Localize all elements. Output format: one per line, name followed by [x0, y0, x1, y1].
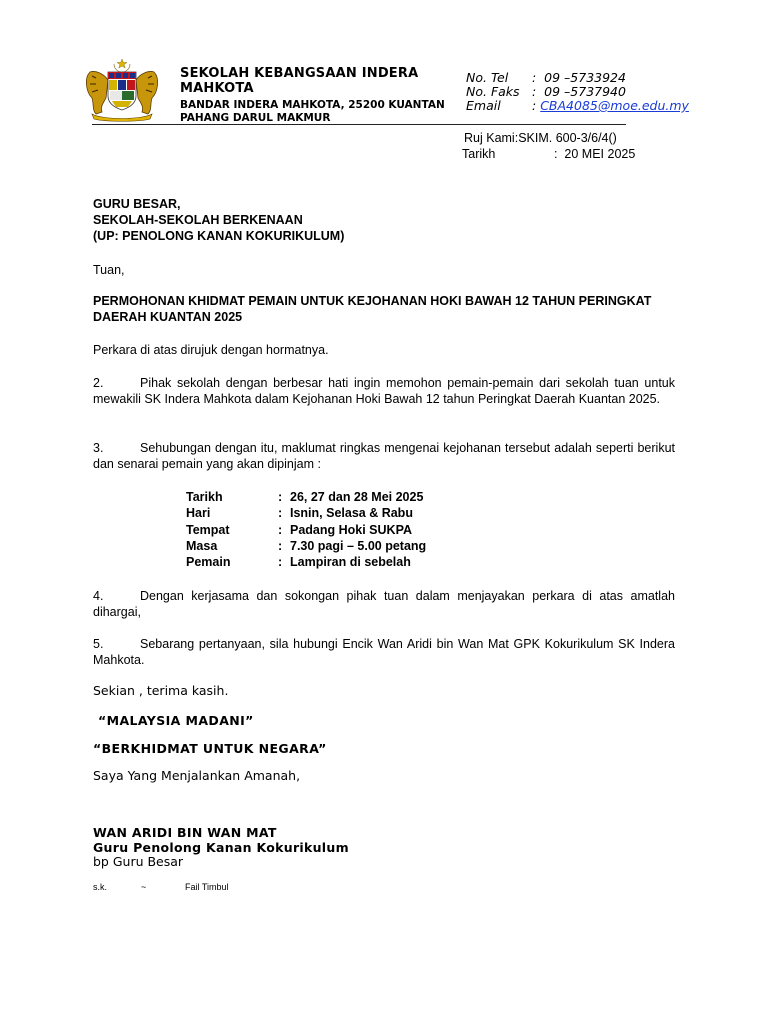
letterhead-divider — [92, 124, 626, 125]
email-label: Email — [466, 98, 501, 113]
signer-on-behalf: bp Guru Besar — [93, 854, 184, 869]
detail-row: Tempat : Padang Hoki SUKPA — [186, 522, 413, 537]
paragraph-4-number: 4. — [93, 589, 104, 603]
contact-block — [466, 71, 689, 113]
recipient-line3: (UP: PENOLONG KANAN KOKURIKULUM) — [93, 229, 345, 243]
school-header — [180, 66, 460, 124]
signer-title: Guru Penolong Kanan Kokurikulum — [93, 840, 349, 855]
school-address-line1: BANDAR INDERA MAHKOTA, 25200 KUANTAN — [180, 99, 445, 111]
reference-block — [464, 130, 635, 162]
detail-row: Hari : Isnin, Selasa & Rabu — [186, 506, 413, 521]
paragraph-3 — [93, 440, 675, 472]
paragraph-2-number: 2. — [93, 376, 104, 390]
paragraph-4-text: Dengan kerjasama dan sokongan pihak tuan dalam menjayakan perkara di atas amatlah dihargai, — [93, 589, 675, 619]
motto-berkhidmat: “BERKHIDMAT UNTUK NEGARA” — [93, 741, 327, 756]
paragraph-3-number: 3. — [93, 441, 104, 455]
paragraph-4 — [93, 588, 675, 620]
signer-name: WAN ARIDI BIN WAN MAT — [93, 825, 277, 840]
paragraph-5-number: 5. — [93, 637, 104, 651]
paragraph-5-text: Sebarang pertanyaan, sila hubungi Encik Wan Aridi bin Wan Mat GPK Kokurikulum SK Indera Mahkota. — [93, 637, 675, 667]
paragraph-5 — [93, 636, 675, 668]
email-separator: : — [532, 98, 537, 113]
motto-malaysia-madani: “MALAYSIA MADANI” — [98, 713, 254, 728]
paragraph-1: Perkara di atas dirujuk dengan hormatnya. — [93, 343, 329, 357]
recipient-line2: SEKOLAH-SEKOLAH BERKENAAN — [93, 213, 303, 227]
fax-label: No. Faks — [466, 84, 520, 99]
tel-label: No. Tel — [466, 70, 509, 85]
school-name: SEKOLAH KEBANGSAAN INDERA MAHKOTA — [180, 66, 419, 96]
cc-value: Fail Timbul — [185, 882, 229, 892]
letter-subject: PERMOHONAN KHIDMAT PEMAIN UNTUK KEJOHANAN HOKI BAWAH 12 TAHUN PERINGKAT DAERAH KUANTAN 2025 — [93, 294, 652, 324]
malaysia-coat-of-arms-icon — [82, 58, 162, 122]
detail-row: Masa : 7.30 pagi – 5.00 petang — [186, 538, 427, 553]
recipient-block — [93, 196, 344, 244]
salutation: Tuan, — [93, 263, 125, 277]
closing-thanks: Sekian , terima kasih. — [93, 683, 229, 698]
event-details — [186, 489, 426, 570]
fax-value: : 09 –5737940 — [532, 84, 626, 99]
detail-row: Pemain : Lampiran di sebelah — [186, 555, 411, 570]
email-link[interactable]: CBA4085@moe.edu.my — [540, 98, 689, 113]
paragraph-3-text: Sehubungan dengan itu, maklumat ringkas mengenai kejohanan tersebut adalah seperti berikut dan senarai pemain yang akan dipinjam : — [93, 441, 675, 471]
paragraph-2-text: Pihak sekolah dengan berbesar hati ingin memohon pemain-pemain dari sekolah tuan untuk mewakili SK Indera Mahkota dalam Kejohanan Hoki Bawah 12 tahun Peringkat Daerah Kuantan 2025. — [93, 376, 675, 406]
closing-trust: Saya Yang Menjalankan Amanah, — [93, 768, 301, 783]
date-label: Tarikh — [462, 147, 496, 161]
tel-value: : 09 –5733924 — [532, 70, 626, 85]
paragraph-2 — [93, 375, 675, 407]
detail-row: Tarikh : 26, 27 dan 28 Mei 2025 — [186, 490, 424, 504]
school-address-line2: PAHANG DARUL MAKMUR — [180, 111, 331, 124]
ref-value: SKIM. 600-3/6/4() — [518, 131, 617, 145]
date-value: : 20 MEI 2025 — [554, 147, 636, 161]
ref-label: Ruj Kami: — [464, 131, 519, 145]
cc-separator: ~ — [141, 882, 147, 892]
cc-label: s.k. — [93, 882, 108, 892]
recipient-line1: GURU BESAR, — [93, 197, 181, 211]
